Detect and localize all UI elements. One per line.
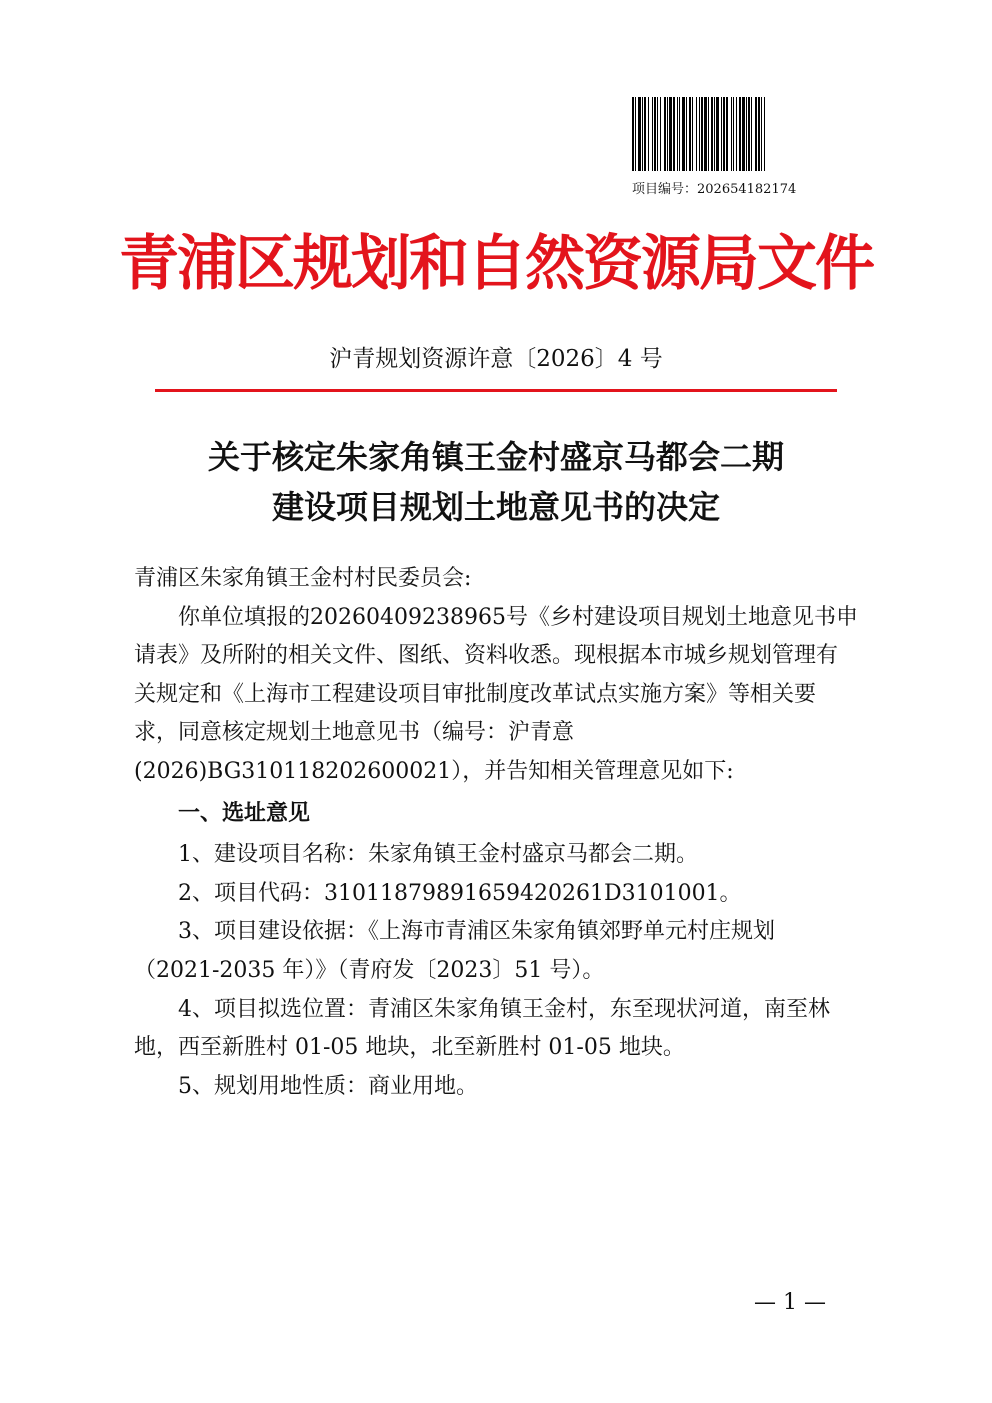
salutation: 青浦区朱家角镇王金村村民委员会: xyxy=(134,566,472,591)
list-item: 5、规划用地性质：商业用地。 xyxy=(178,1073,478,1099)
document-number: 沪青规划资源许意〔2026〕4 号 xyxy=(329,346,663,372)
section-heading-site-selection: 一、选址意见 xyxy=(178,800,311,826)
issuing-authority-title: 青浦区规划和自然资源局文件 xyxy=(119,229,873,299)
document-title xyxy=(0,432,992,532)
list-item: 1、建设项目名称：朱家角镇王金村盛京马都会二期。 xyxy=(178,842,698,868)
barcode-icon xyxy=(632,97,828,171)
intro-paragraph: 你单位填报的20260409238965号《乡村建设项目规划土地意见书申请表》及所附的相关文件、图纸、资料收悉。现根据本市城乡规划管理有关规定和《上海市工程建设项目审批制度改革试点实施方案》等相关要求，同意核定规划土地意见书（编号：沪青意(2026)BG310118202600021），并告知相关管理意见如下: xyxy=(134,604,858,784)
document-title-line-1: 关于核定朱家角镇王金村盛京马都会二期 xyxy=(207,438,784,476)
document-title-line-2: 建设项目规划土地意见书的决定 xyxy=(271,488,720,526)
list-item: 4、项目拟选位置：青浦区朱家角镇王金村，东至现状河道，南至林地，西至新胜村 01-05 地块，北至新胜村 01-05 地块。 xyxy=(134,996,830,1061)
project-number: 项目编号：202654182174 xyxy=(632,182,797,197)
list-item: 2、项目代码：31011879891659420261D3101001。 xyxy=(178,880,742,906)
list-item: 3、项目建设依据：《上海市青浦区朱家角镇郊野单元村庄规划（2021-2035 年）》（青府发〔2023〕51 号）。 xyxy=(134,919,775,983)
document-body xyxy=(134,560,858,1106)
page-number: — 1 — xyxy=(754,1290,826,1315)
red-divider-line xyxy=(155,389,837,392)
